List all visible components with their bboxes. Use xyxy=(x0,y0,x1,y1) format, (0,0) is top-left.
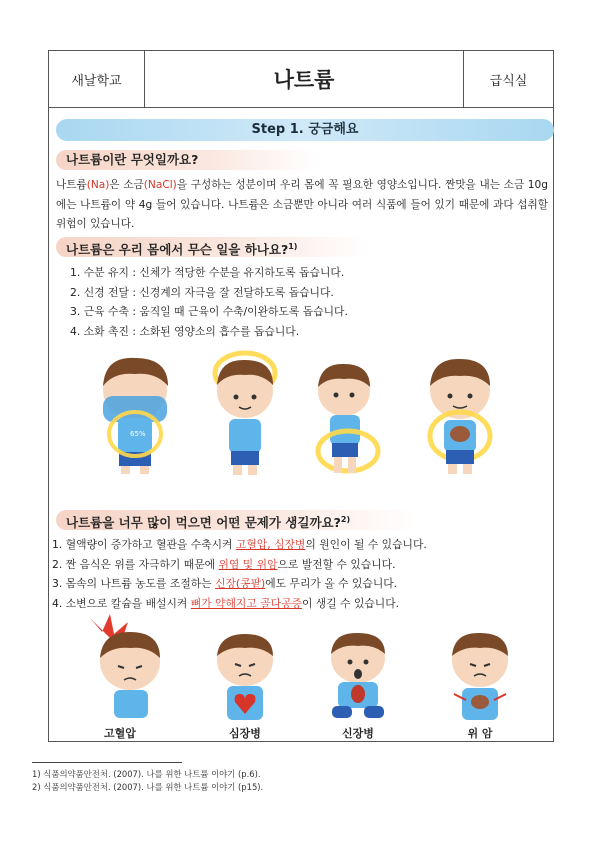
boy-nerve-illustration xyxy=(205,345,285,480)
department-name: 급식실 xyxy=(463,51,553,107)
water-percentage-badge: 65% xyxy=(130,430,146,438)
na-symbol: (Na) xyxy=(86,179,110,191)
boy-muscle-illustration xyxy=(310,355,390,480)
section-heading-what-is-sodium xyxy=(56,150,316,170)
highlight-text: 신장(콩팥) xyxy=(215,577,266,590)
page-title: 나트륨 xyxy=(273,68,335,92)
section3-footnote-ref: 2) xyxy=(340,515,351,524)
list-item xyxy=(52,555,427,575)
nacl-symbol: (NaCl) xyxy=(143,179,177,191)
caption-heart-disease: 심장병 xyxy=(229,727,261,740)
list-item xyxy=(52,535,427,555)
health-problems-list xyxy=(34,535,427,613)
footnote-divider xyxy=(32,762,182,763)
item-text: 2. 짠 음식은 위를 자극하기 때문에 xyxy=(52,557,219,571)
highlight-text: 고혈압, 심장병 xyxy=(235,538,306,551)
boy-water-illustration xyxy=(90,348,180,480)
footnote-2: 2) 식품의약품안전처. (2007). 나를 위한 나트륨 이야기 (p15). xyxy=(32,782,264,792)
caption-stomach-cancer: 위 암 xyxy=(467,727,493,740)
sodium-definition-paragraph xyxy=(56,176,548,235)
boy-kidney-disease-illustration xyxy=(318,628,398,723)
item-text: 이 생길 수 있습니다. xyxy=(301,596,400,610)
boy-hypertension-illustration xyxy=(80,610,170,720)
boy-digestion-illustration xyxy=(418,348,508,480)
list-item: 1. 수분 유지 : 신체가 적당한 수분을 유지하도록 돕습니다. xyxy=(70,266,345,279)
list-item: 3. 근육 수축 : 움직일 때 근육이 수축/이완하도록 돕습니다. xyxy=(70,305,348,318)
caption-kidney-disease: 신장병 xyxy=(342,727,374,740)
section2-footnote-ref: 1) xyxy=(288,242,298,251)
item-text: 1. 혈액량이 증가하고 혈관을 수축시켜 xyxy=(52,538,236,551)
list-item xyxy=(52,574,427,594)
highlight-text: 위염 및 위암 xyxy=(218,557,278,571)
boy-stomach-cancer-illustration xyxy=(440,628,520,723)
list-item: 4. 소화 촉진 : 소화된 영양소의 흡수를 돕습니다. xyxy=(70,324,300,338)
boy-heart-disease-illustration xyxy=(205,630,285,722)
para-text-1: 나트륨 xyxy=(56,179,87,191)
list-item: 2. 신경 전달 : 신경계의 자극을 잘 전달하도록 돕습니다. xyxy=(70,285,334,299)
item-text: 의 원인이 될 수 있습니다. xyxy=(305,538,427,551)
section1-title: 나트륨이란 무엇일까요? xyxy=(66,152,199,167)
section-heading-functions xyxy=(56,237,366,257)
item-text: 3. 몸속의 나트륨 농도를 조절하는 xyxy=(52,577,216,590)
caption-hypertension: 고혈압 xyxy=(104,727,136,740)
section-heading-excess-problems xyxy=(56,510,416,530)
header-table xyxy=(48,50,554,108)
section2-title: 나트륨은 우리 몸에서 무슨 일을 하나요? xyxy=(66,242,289,258)
functions-list xyxy=(52,263,348,341)
item-text: 으로 발전할 수 있습니다. xyxy=(277,557,396,571)
step-banner: Step 1. 궁금해요 xyxy=(56,119,554,141)
item-text: 4. 소변으로 칼슘을 배설시켜 xyxy=(52,596,191,610)
item-text: 에도 무리가 올 수 있습니다. xyxy=(265,577,398,590)
para-text-2: 은 소금 xyxy=(109,179,144,191)
footnote-1: 1) 식품의약품안전처. (2007). 나를 위한 나트륨 이야기 (p.6). xyxy=(32,769,261,779)
para-text-3: 을 구성하는 성분이며 우리 몸에 꼭 필요한 영양소입니다. 짠맛을 내는 소금 10g에는 나트륨이 약 4g 들어 있습니다. 나트륨은 소금뿐만 아니라 여러 식품에 들어 있기 때문에 과다 섭취할 위험이 있습니다. xyxy=(56,179,548,230)
highlight-text: 뼈가 약해지고 골다공증 xyxy=(190,596,302,610)
school-name: 새날학교 xyxy=(49,51,145,107)
section3-title: 나트륨을 너무 많이 먹으면 어떤 문제가 생길까요? xyxy=(66,515,341,531)
